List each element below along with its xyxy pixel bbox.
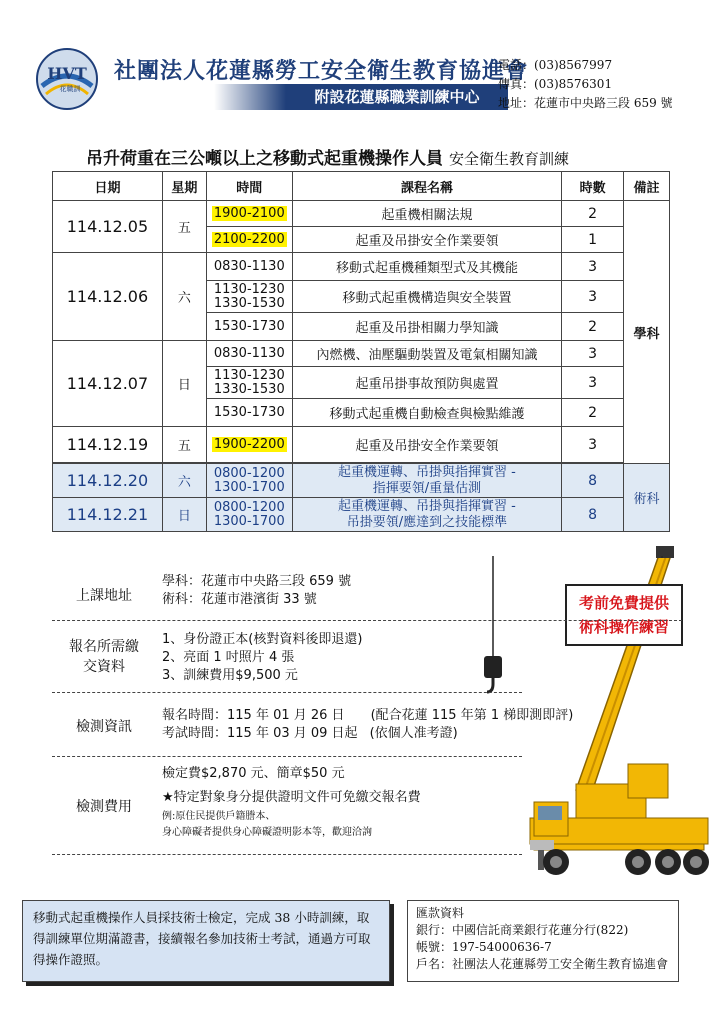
weekday-cell: 日	[162, 341, 206, 427]
org-subtitle: 附設花蓮縣職業訓練中心	[286, 84, 508, 110]
table-row	[53, 253, 670, 281]
time-cell	[206, 498, 292, 532]
time-cell	[206, 427, 292, 463]
hours-cell: 2	[562, 313, 624, 341]
col-header-weekday: 星期	[162, 172, 206, 201]
time-line-1: 1130-1230	[213, 281, 285, 297]
date-cell: 114.12.05	[53, 201, 163, 253]
course-cell	[292, 464, 561, 498]
fee-label: 檢測費用	[76, 799, 132, 815]
hours-cell: 2	[562, 399, 624, 427]
hours-cell: 8	[562, 498, 624, 532]
remark-practice	[624, 464, 670, 532]
fee-amount: 檢定費$2,870 元、簡章$50 元	[162, 766, 345, 781]
time-cell	[206, 227, 292, 253]
col-header-course: 課程名稱	[292, 172, 561, 201]
fee-values	[162, 765, 421, 841]
docs-item-3: 3、訓練費用$9,500 元	[162, 668, 298, 683]
hours-cell: 3	[562, 367, 624, 399]
time-line-1: 1130-1230	[213, 367, 285, 383]
time-cell: 1530-1730	[206, 399, 292, 427]
table-header-row	[53, 172, 670, 201]
callout-line-2: 術科操作練習	[578, 618, 669, 636]
time-highlight: 2100-2200	[213, 231, 285, 247]
date-cell: 114.12.19	[53, 427, 163, 463]
bank-account: 帳號：197-54000636-7	[416, 940, 552, 954]
time-highlight: 1900-2200	[213, 436, 285, 452]
col-header-hours: 時數	[562, 172, 624, 201]
address: 地址：花蓮市中央路三段 659 號	[498, 96, 673, 110]
table-row	[53, 201, 670, 227]
docs-item-1: 1、身份證正本(核對資料後即退還)	[162, 632, 363, 647]
fee-example-1: 例:原住民提供戶籍謄本、	[162, 811, 276, 822]
bank-holder: 戶名：社團法人花蓮縣勞工安全衛生教育協進會	[416, 957, 669, 971]
time-cell: 0830-1130	[206, 341, 292, 367]
course-title-suffix: 安全衛生教育訓練	[449, 150, 570, 168]
remark-practice-label: 術科	[633, 492, 660, 507]
exam-date-note: (依個人准考證)	[369, 726, 458, 741]
hvt-logo-icon	[34, 46, 100, 112]
schedule-table	[52, 171, 670, 532]
time-cell: 0830-1130	[206, 253, 292, 281]
course-cell: 起重及吊掛安全作業要領	[292, 227, 561, 253]
table-row	[53, 427, 670, 463]
hours-cell: 1	[562, 227, 624, 253]
course-line-1: 起重機運轉、吊掛與指揮實習 -	[338, 464, 516, 480]
remark-theory	[624, 201, 670, 464]
date-cell: 114.12.06	[53, 253, 163, 341]
course-cell: 起重及吊掛安全作業要領	[292, 427, 561, 463]
phone: 電話：(03)8567997	[498, 58, 613, 72]
exam-signup-note: (配合花蓮 115 年第 1 梯即測即評)	[370, 708, 574, 723]
weekday-cell: 六	[162, 464, 206, 498]
docs-label	[52, 637, 156, 677]
hours-cell: 3	[562, 281, 624, 313]
time-cell	[206, 201, 292, 227]
course-cell: 起重及吊掛相關力學知識	[292, 313, 561, 341]
course-cell: 內燃機、油壓驅動裝置及電氣相關知識	[292, 341, 561, 367]
course-cell: 移動式起重機種類型式及其機能	[292, 253, 561, 281]
course-title	[86, 144, 569, 169]
date-cell: 114.12.07	[53, 341, 163, 427]
exam-values	[162, 707, 573, 743]
course-line-1: 起重機運轉、吊掛與指揮實習 -	[338, 498, 516, 514]
weekday-cell: 五	[162, 201, 206, 253]
fee-waiver: ★特定對象身分提供證明文件可免繳交報名費	[162, 790, 421, 805]
info-row-fee	[52, 757, 522, 855]
info-row-exam	[52, 693, 574, 757]
location-values	[162, 573, 351, 609]
callout-line-1: 考前免費提供	[578, 594, 669, 612]
certification-note: 移動式起重機操作人員採技術士檢定，完成 38 小時訓練，取得訓練單位期滿證書，接續報名參加技術士考試，通過方可取得操作證照。	[22, 900, 390, 982]
hours-cell: 8	[562, 464, 624, 498]
docs-values	[162, 631, 362, 685]
hours-cell: 3	[562, 427, 624, 463]
hours-cell: 3	[562, 341, 624, 367]
col-header-remark: 備註	[624, 172, 670, 201]
course-cell: 起重機相關法規	[292, 201, 561, 227]
date-cell: 114.12.20	[53, 464, 163, 498]
fee-example-2: 身心障礙者提供身心障礙證明影本等，歡迎洽詢	[162, 827, 372, 838]
info-row-docs	[52, 621, 522, 693]
bank-info	[407, 900, 679, 982]
remark-theory-label: 學科	[633, 326, 660, 342]
course-cell: 起重吊掛事故預防與處置	[292, 367, 561, 399]
time-cell: 1530-1730	[206, 313, 292, 341]
exam-signup	[162, 707, 573, 725]
docs-label-line-1: 報名所需繳	[69, 639, 139, 655]
course-cell: 移動式起重機自動檢查與檢點維護	[292, 399, 561, 427]
exam-label: 檢測資訊	[76, 719, 132, 735]
time-highlight: 1900-2100	[213, 205, 285, 221]
bank-name: 銀行：中國信託商業銀行花蓮分行(822)	[416, 923, 629, 937]
weekday-cell: 六	[162, 253, 206, 341]
course-title-main: 吊升荷重在三公噸以上之移動式起重機操作人員	[86, 149, 443, 169]
location-label: 上課地址	[76, 588, 132, 604]
location-practice: 術科：花蓮市港濱街 33 號	[162, 592, 317, 607]
time-cell	[206, 367, 292, 399]
course-cell	[292, 498, 561, 532]
hours-cell: 2	[562, 201, 624, 227]
weekday-cell: 日	[162, 498, 206, 532]
exam-date-value: 考試時間：115 年 03 月 09 日起	[162, 726, 358, 741]
practice-row	[53, 464, 670, 498]
info-row-location	[52, 567, 682, 621]
practice-row	[53, 498, 670, 532]
logo-sub-text: 花職訓	[59, 85, 81, 93]
table-row	[53, 341, 670, 367]
org-name: 社團法人花蓮縣勞工安全衛生教育協進會	[114, 59, 529, 84]
time-line-2: 1300-1700	[213, 479, 285, 495]
docs-label-line-2: 交資料	[83, 659, 125, 675]
time-line-2: 1330-1530	[213, 295, 285, 311]
date-cell: 114.12.21	[53, 498, 163, 532]
course-cell: 移動式起重機構造與安全裝置	[292, 281, 561, 313]
time-line-2: 1330-1530	[213, 381, 285, 397]
exam-signup-date: 報名時間：115 年 01 月 26 日	[162, 708, 345, 723]
course-line-2: 吊掛要領/應達到之技能標準	[346, 514, 508, 530]
location-theory: 學科：花蓮市中央路三段 659 號	[162, 574, 352, 589]
course-line-2: 指揮要領/重量估測	[372, 480, 482, 496]
weekday-cell: 五	[162, 427, 206, 463]
exam-date	[162, 725, 573, 743]
logo-text: HVT	[47, 64, 87, 83]
hours-cell: 3	[562, 253, 624, 281]
time-line-1: 0800-1200	[213, 465, 285, 481]
fax: 傳真：(03)8576301	[498, 77, 613, 91]
col-header-time: 時間	[206, 172, 292, 201]
time-cell	[206, 281, 292, 313]
time-line-1: 0800-1200	[213, 499, 285, 515]
docs-item-2: 2、亮面 1 吋照片 4 張	[162, 650, 295, 665]
time-line-2: 1300-1700	[213, 513, 285, 529]
header	[34, 40, 714, 122]
bank-title: 匯款資料	[416, 906, 465, 920]
col-header-date: 日期	[53, 172, 163, 201]
time-cell	[206, 464, 292, 498]
contact-info	[498, 56, 673, 113]
